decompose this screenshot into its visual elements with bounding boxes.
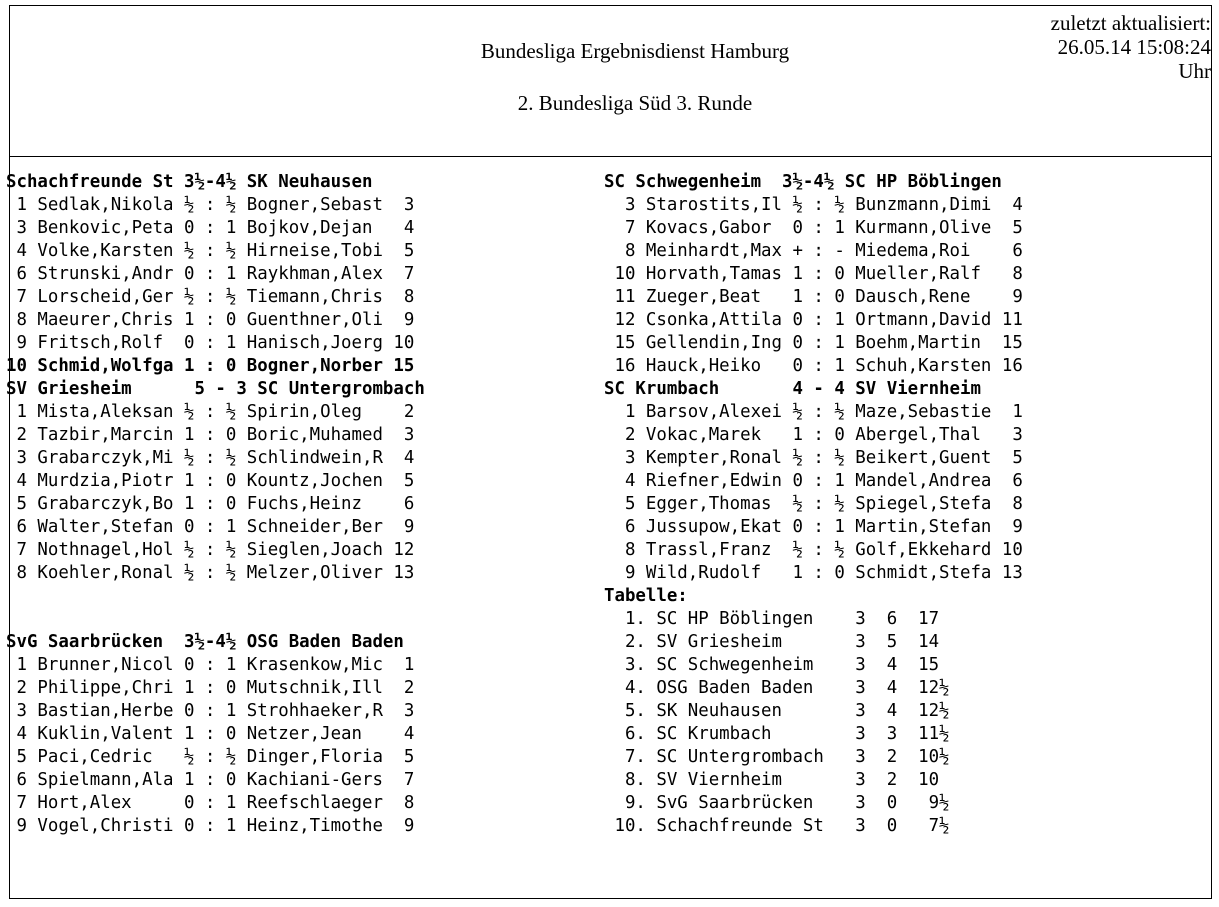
result-row: 8. SV Viernheim 3 2 10 <box>604 770 940 790</box>
result-row: 5. SK Neuhausen 3 4 12½ <box>604 701 950 721</box>
update-timestamp <box>1051 11 1211 83</box>
match-header: Tabelle: <box>604 586 688 606</box>
update-label: zuletzt aktualisiert: <box>1050 11 1211 35</box>
result-row: 10 Horvath,Tamas 1 : 0 Mueller,Ralf 8 <box>604 264 1023 284</box>
result-row: 1. SC HP Böblingen 3 6 17 <box>604 609 940 629</box>
result-row: 7 Kovacs,Gabor 0 : 1 Kurmann,Olive 5 <box>604 218 1023 238</box>
result-row: 7 Lorscheid,Ger ½ : ½ Tiemann,Chris 8 <box>6 287 415 307</box>
result-row: 9 Vogel,Christi 0 : 1 Heinz,Timothe 9 <box>6 816 415 836</box>
result-row: 1 Mista,Aleksan ½ : ½ Spirin,Oleg 2 <box>6 402 415 422</box>
result-row: 16 Hauck,Heiko 0 : 1 Schuh,Karsten 16 <box>604 356 1023 376</box>
result-row: 7 Hort,Alex 0 : 1 Reefschlaeger 8 <box>6 793 415 813</box>
result-row: 4. OSG Baden Baden 3 4 12½ <box>604 678 950 698</box>
result-row: 1 Sedlak,Nikola ½ : ½ Bogner,Sebast 3 <box>6 195 415 215</box>
result-row: 3 Bastian,Herbe 0 : 1 Strohhaeker,R 3 <box>6 701 415 721</box>
result-row: 8 Trassl,Franz ½ : ½ Golf,Ekkehard 10 <box>604 540 1023 560</box>
result-row: 1 Brunner,Nicol 0 : 1 Krasenkow,Mic 1 <box>6 655 415 675</box>
result-row: 10. Schachfreunde St 3 0 7½ <box>604 816 950 836</box>
result-row: 11 Zueger,Beat 1 : 0 Dausch,Rene 9 <box>604 287 1023 307</box>
page-header <box>10 6 1211 157</box>
match-header: SV Griesheim 5 - 3 SC Untergrombach <box>6 379 425 399</box>
results-right-column <box>604 171 1023 838</box>
result-row: 6. SC Krumbach 3 3 11½ <box>604 724 950 744</box>
result-row: 2. SV Griesheim 3 5 14 <box>604 632 940 652</box>
result-row: 3. SC Schwegenheim 3 4 15 <box>604 655 940 675</box>
result-row: 8 Meinhardt,Max + : - Miedema,Roi 6 <box>604 241 1023 261</box>
result-row: 8 Koehler,Ronal ½ : ½ Melzer,Oliver 13 <box>6 563 415 583</box>
result-row: 4 Kuklin,Valent 1 : 0 Netzer,Jean 4 <box>6 724 415 744</box>
match-header: SC Schwegenheim 3½-4½ SC HP Böblingen <box>604 172 1002 192</box>
result-row: 3 Starostits,Il ½ : ½ Bunzmann,Dimi 4 <box>604 195 1023 215</box>
result-row: 6 Walter,Stefan 0 : 1 Schneider,Ber 9 <box>6 517 415 537</box>
page-subtitle: 2. Bundesliga Süd 3. Runde <box>517 91 753 115</box>
result-row: 8 Maeurer,Chris 1 : 0 Guenthner,Oli 9 <box>6 310 415 330</box>
match-header: SC Krumbach 4 - 4 SV Viernheim <box>604 379 981 399</box>
page-title: Bundesliga Ergebnisdienst Hamburg <box>480 39 790 63</box>
spacer <box>6 585 425 608</box>
match-header: Schachfreunde St 3½-4½ SK Neuhausen <box>6 172 373 192</box>
result-row: 6 Jussupow,Ekat 0 : 1 Martin,Stefan 9 <box>604 517 1023 537</box>
match-header: 10 Schmid,Wolfga 1 : 0 Bogner,Norber 15 <box>6 356 415 376</box>
result-row: 15 Gellendin,Ing 0 : 1 Boehm,Martin 15 <box>604 333 1023 353</box>
result-row: 9 Fritsch,Rolf 0 : 1 Hanisch,Joerg 10 <box>6 333 415 353</box>
results-left-column <box>6 171 425 838</box>
result-row: 6 Strunski,Andr 0 : 1 Raykhman,Alex 7 <box>6 264 415 284</box>
result-row: 3 Grabarczyk,Mi ½ : ½ Schlindwein,R 4 <box>6 448 415 468</box>
result-row: 5 Egger,Thomas ½ : ½ Spiegel,Stefa 8 <box>604 494 1023 514</box>
update-unit: Uhr <box>1178 59 1211 83</box>
result-row: 5 Paci,Cedric ½ : ½ Dinger,Floria 5 <box>6 747 415 767</box>
result-row: 9. SvG Saarbrücken 3 0 9½ <box>604 793 950 813</box>
result-row: 4 Murdzia,Piotr 1 : 0 Kountz,Jochen 5 <box>6 471 415 491</box>
result-row: 12 Csonka,Attila 0 : 1 Ortmann,David 11 <box>604 310 1023 330</box>
update-time: 26.05.14 15:08:24 <box>1057 35 1211 59</box>
result-row: 2 Vokac,Marek 1 : 0 Abergel,Thal 3 <box>604 425 1023 445</box>
result-row: 5 Grabarczyk,Bo 1 : 0 Fuchs,Heinz 6 <box>6 494 415 514</box>
spacer <box>6 608 425 631</box>
result-row: 6 Spielmann,Ala 1 : 0 Kachiani-Gers 7 <box>6 770 415 790</box>
result-row: 3 Benkovic,Peta 0 : 1 Bojkov,Dejan 4 <box>6 218 415 238</box>
match-header: SvG Saarbrücken 3½-4½ OSG Baden Baden <box>6 632 404 652</box>
result-row: 7. SC Untergrombach 3 2 10½ <box>604 747 950 767</box>
result-row: 3 Kempter,Ronal ½ : ½ Beikert,Guent 5 <box>604 448 1023 468</box>
result-row: 2 Tazbir,Marcin 1 : 0 Boric,Muhamed 3 <box>6 425 415 445</box>
result-row: 9 Wild,Rudolf 1 : 0 Schmidt,Stefa 13 <box>604 563 1023 583</box>
result-row: 4 Riefner,Edwin 0 : 1 Mandel,Andrea 6 <box>604 471 1023 491</box>
result-row: 2 Philippe,Chri 1 : 0 Mutschnik,Ill 2 <box>6 678 415 698</box>
result-row: 1 Barsov,Alexei ½ : ½ Maze,Sebastie 1 <box>604 402 1023 422</box>
result-row: 4 Volke,Karsten ½ : ½ Hirneise,Tobi 5 <box>6 241 415 261</box>
result-row: 7 Nothnagel,Hol ½ : ½ Sieglen,Joach 12 <box>6 540 415 560</box>
